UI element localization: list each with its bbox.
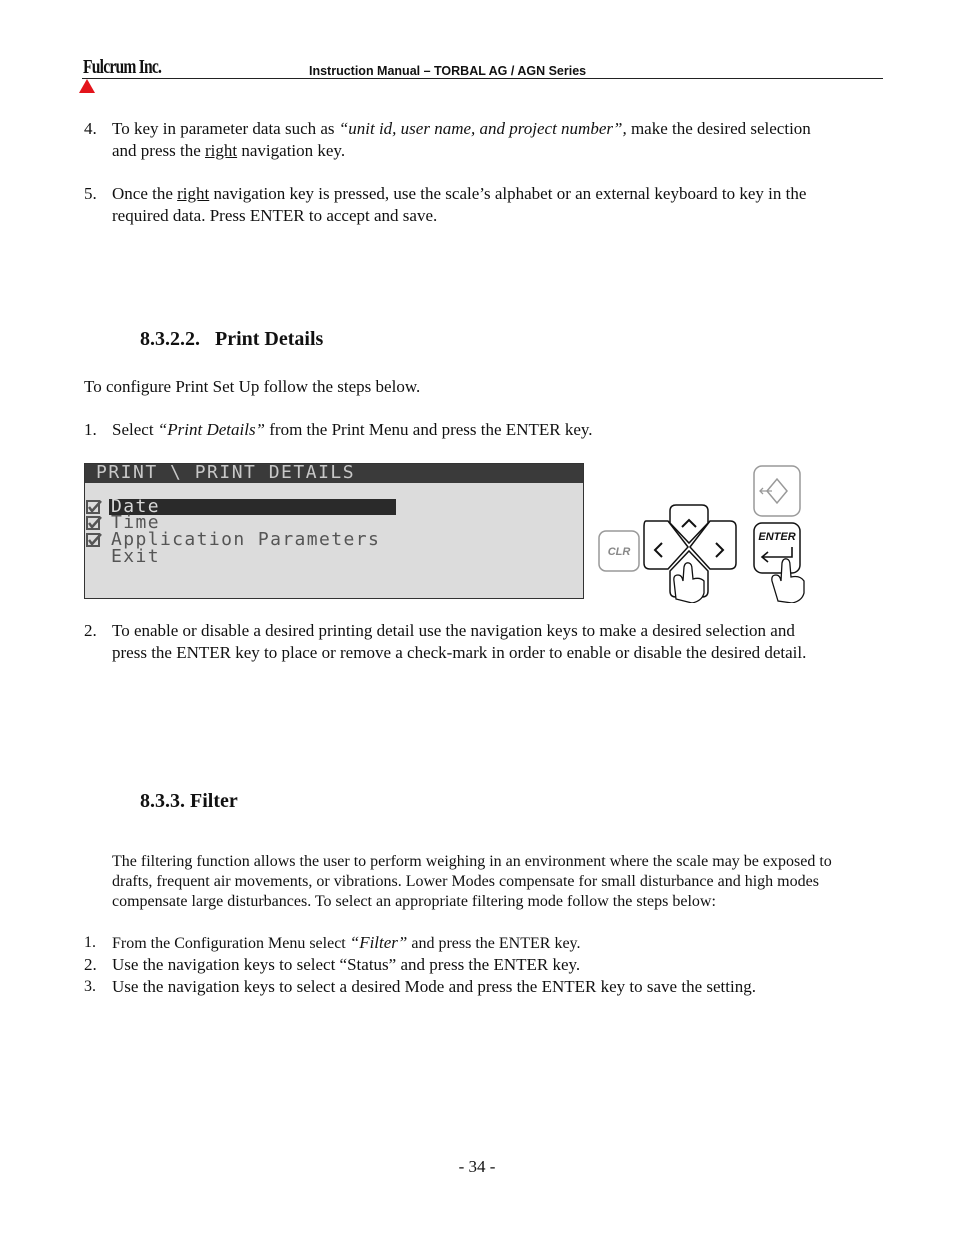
filter-step-1 [84, 933, 904, 953]
step-number: 4. [84, 119, 97, 138]
checkbox-checked-icon [86, 500, 102, 514]
step-number: 1. [84, 934, 96, 951]
lcd-item-label: Date [111, 496, 160, 517]
step-text: and press the ENTER key. [407, 935, 581, 952]
clr-key-label: CLR [607, 546, 631, 558]
step-text: From the Configuration Menu select [112, 935, 350, 952]
lcd-item-exit[interactable] [85, 546, 583, 567]
step-text: make the desired selection [626, 119, 811, 138]
step-text: press the ENTER key to place or remove a check-mark in order to enable or disable the desired detail. [112, 643, 807, 662]
step-number: 2. [84, 621, 97, 640]
logo-triangle-icon [79, 79, 95, 93]
step-text: and press the [112, 141, 206, 160]
checkbox-checked-icon [86, 533, 102, 547]
filter-step-3 [84, 976, 904, 998]
section-intro: To configure Print Set Up follow the steps below. [84, 377, 421, 396]
step-number: 1. [84, 420, 97, 439]
lcd-item-label: Time [111, 512, 160, 533]
paragraph-line: compensate large disturbances. To select an appropriate filtering mode follow the steps below: [112, 893, 716, 910]
step-text: required data. Press ENTER to accept and save. [112, 206, 438, 225]
section-heading-filter: 8.3.3. Filter [140, 790, 238, 812]
checkbox-checked-icon [86, 516, 102, 530]
underlined-word: right [177, 184, 210, 203]
step-text: navigation key is pressed, use the scale’s alphabet or an external keyboard to key in the [209, 184, 807, 203]
clr-key[interactable] [599, 531, 639, 571]
step-text: To key in parameter data such as [112, 119, 339, 138]
keypad-illustration [596, 463, 808, 603]
lcd-title-bar [85, 464, 583, 483]
section-heading-print-details: 8.3.2.2. Print Details [140, 328, 324, 350]
lcd-item-label: Application Parameters [111, 529, 381, 550]
filter-paragraph [112, 852, 912, 912]
page-number: - 34 - [458, 1157, 496, 1176]
step-italic: “Print Details” [157, 420, 266, 439]
tare-key[interactable] [754, 466, 800, 516]
header-rule [82, 78, 883, 79]
step-text: To enable or disable a desired printing detail use the navigation keys to make a desired selection and [112, 621, 795, 640]
step-text: Once the [112, 184, 178, 203]
filter-step-2 [84, 954, 904, 976]
enter-key-label: ENTER [758, 531, 796, 543]
step-text: from the Print Menu and press the ENTER key. [265, 420, 593, 439]
step-text: Use the navigation keys to select a desired Mode and press the ENTER key to save the setting. [112, 977, 756, 996]
step-number: 2. [84, 955, 97, 974]
step-italic: “Filter” [349, 933, 408, 952]
paragraph-line: The filtering function allows the user to perform weighing in an environment where the scale may be exposed to [112, 853, 832, 870]
header-title: Instruction Manual – TORBAL AG / AGN Series [309, 64, 587, 78]
paragraph-line: drafts, frequent air movements, or vibrations. Lower Modes compensate for small disturbance and high modes [112, 873, 819, 890]
step-italic: “unit id, user name, and project number”, [338, 119, 627, 138]
step-number: 3. [84, 978, 96, 995]
lcd-title: PRINT \ PRINT DETAILS [96, 463, 356, 483]
step-number: 5. [84, 184, 97, 203]
lcd-display [84, 463, 584, 599]
step-text: Select [112, 420, 158, 439]
step-text: Use the navigation keys to select “Status” and press the ENTER key. [112, 955, 581, 974]
step-text: navigation key. [237, 141, 346, 160]
lcd-item-label: Exit [111, 546, 160, 567]
underlined-word: right [205, 141, 238, 160]
company-logo: Fulcrum Inc. [83, 56, 162, 78]
enter-key[interactable] [754, 523, 800, 573]
